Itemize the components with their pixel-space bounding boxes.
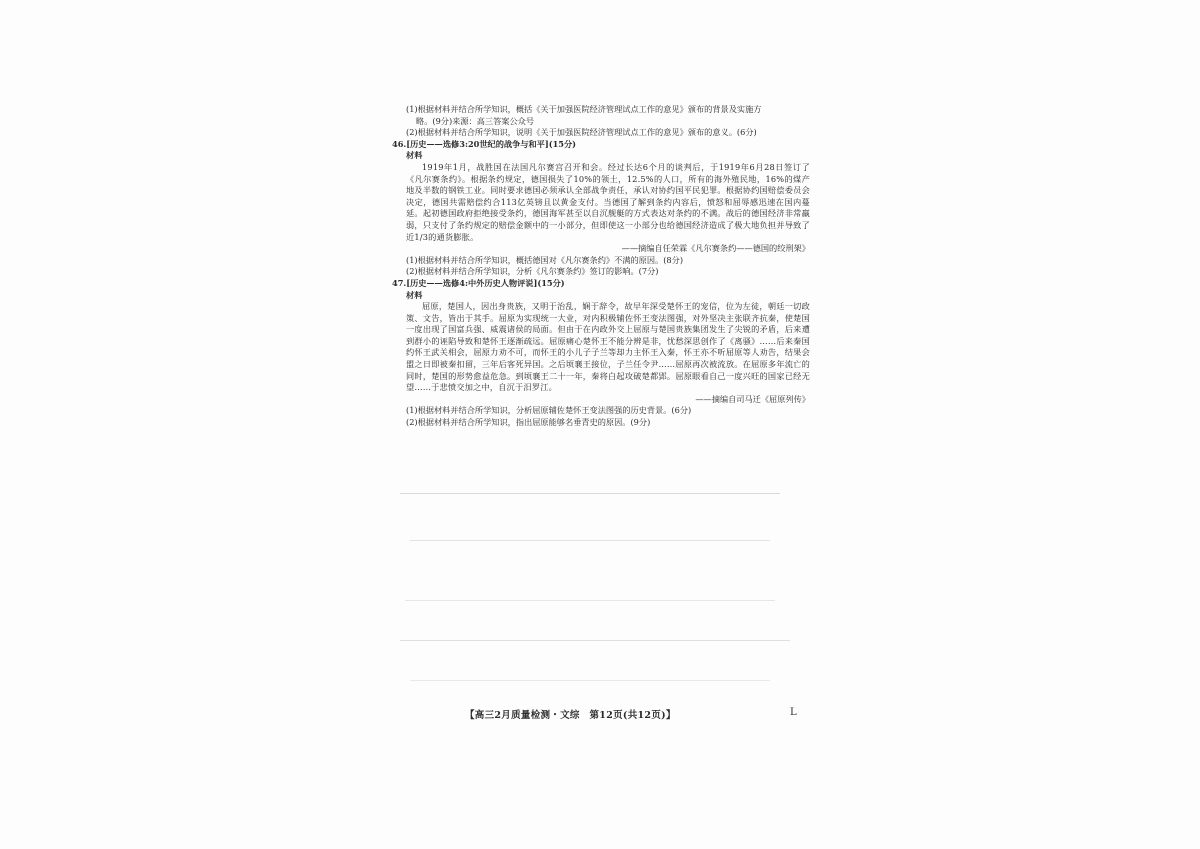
q47-material-text: 屈原，楚国人，因出身贵族，又明于治乱，娴于辞令，故早年深受楚怀王的宠信，位为左徒，朝廷一切政策、文告，皆出于其手。屈原为实现统一大业，对内积极辅佐怀王变法图强，对外坚决主张联齐抗秦，使楚国一度出现了国富兵强、威震诸侯的局面。但由于在内政外交上屈原与楚国贵族集团发生了尖锐的矛盾，后来遭到群小的诬陷导致和楚怀王逐渐疏远。屈原痛心楚怀王不能分辨是非，忧愁深思创作了《离骚》……后来秦国约怀王武关相会，屈原力劝不可，而怀王的小儿子子兰等却力主怀王入秦，怀王亦不听屈原等人劝告，结果会盟之日即被秦扣留，三年后客死异国。之后顷襄王接位，子兰任令尹……屈原再次被流放。在屈原多年流亡的同时，楚国的形势愈益危急。到顷襄王二十一年，秦将白起攻破楚都郢。屈原眼看自己一度兴旺的国家已经无望……于悲愤交加之中，自沉于汨罗江。 [406,301,810,393]
q46-source: ——摘编自任荣霖《凡尔赛条约——德国的绞刑架》 [621,243,810,254]
scan-noise [400,493,780,494]
q46-sub1: (1)根据材料并结合所学知识，概括德国对《凡尔赛条约》不满的原因。(8分) [406,254,684,265]
q46-material-text: 1919年1月，战胜国在法国凡尔赛宫召开和会。经过长达6个月的谈判后，于1919年6月28日签订了《凡尔赛条约》。根据条约规定，德国损失了10%的领土，12.5%的人口，所有的海外殖民地，16%的煤产地及半数的钢铁工业。同时要求德国必须承认全部战争责任，承认对协约国平民犯罪。根据协约国赔偿委员会决定，德国共需赔偿约合113亿英镑且以黄金支付。当德国了解到条约内容后，愤怒和屈辱感迅速在国内蔓延。起初德国政府拒绝接受条约，德国海军甚至以自沉舰艇的方式表达对条约的不满。战后的德国经济非常羸弱，只支付了条约规定的赔偿金额中的一小部分，但即使这一小部分也给德国经济造成了极大地负担并导致了近1/3的通货膨胀。 [406,161,810,242]
q46-material-label: 材料 [406,150,423,161]
scan-noise [405,600,775,601]
q46-sub2: (2)根据材料并结合所学知识，分析《凡尔赛条约》签订的影响。(7分) [406,266,659,277]
q47-sub1: (1)根据材料并结合所学知识，分析屈原辅佐楚怀王变法图强的历史背景。(6分) [406,405,692,416]
q47-heading: 47.[历史——选修4:中外历史人物评说](15分) [392,277,565,288]
q47-source: ——摘编自司马迁《屈原列传》 [695,393,810,404]
exam-content [392,104,810,429]
corner-mark: L [790,707,797,718]
q45-sub1-line2: 略。(9分)来源：高三答案公众号 [416,115,535,126]
q45-sub1-line1: (1)根据材料并结合所学知识，概括《关于加强医院经济管理试点工作的意见》颁布的背景及实施方 [406,104,762,114]
q47-material-label: 材料 [406,289,423,300]
scan-noise [410,540,770,541]
page-footer: 【高三2月质量检测・文综 第12页(共12页)】 [465,710,676,721]
q47-sub2: (2)根据材料并结合所学知识，指出屈原能够名垂青史的原因。(9分) [406,417,651,428]
q45-sub2: (2)根据材料并结合所学知识，说明《关于加强医院经济管理试点工作的意见》颁布的意义。(6分) [406,127,757,138]
scan-noise [410,680,770,681]
scan-noise [400,640,790,641]
q46-heading: 46.[历史——选修3:20世纪的战争与和平](15分) [392,138,577,149]
